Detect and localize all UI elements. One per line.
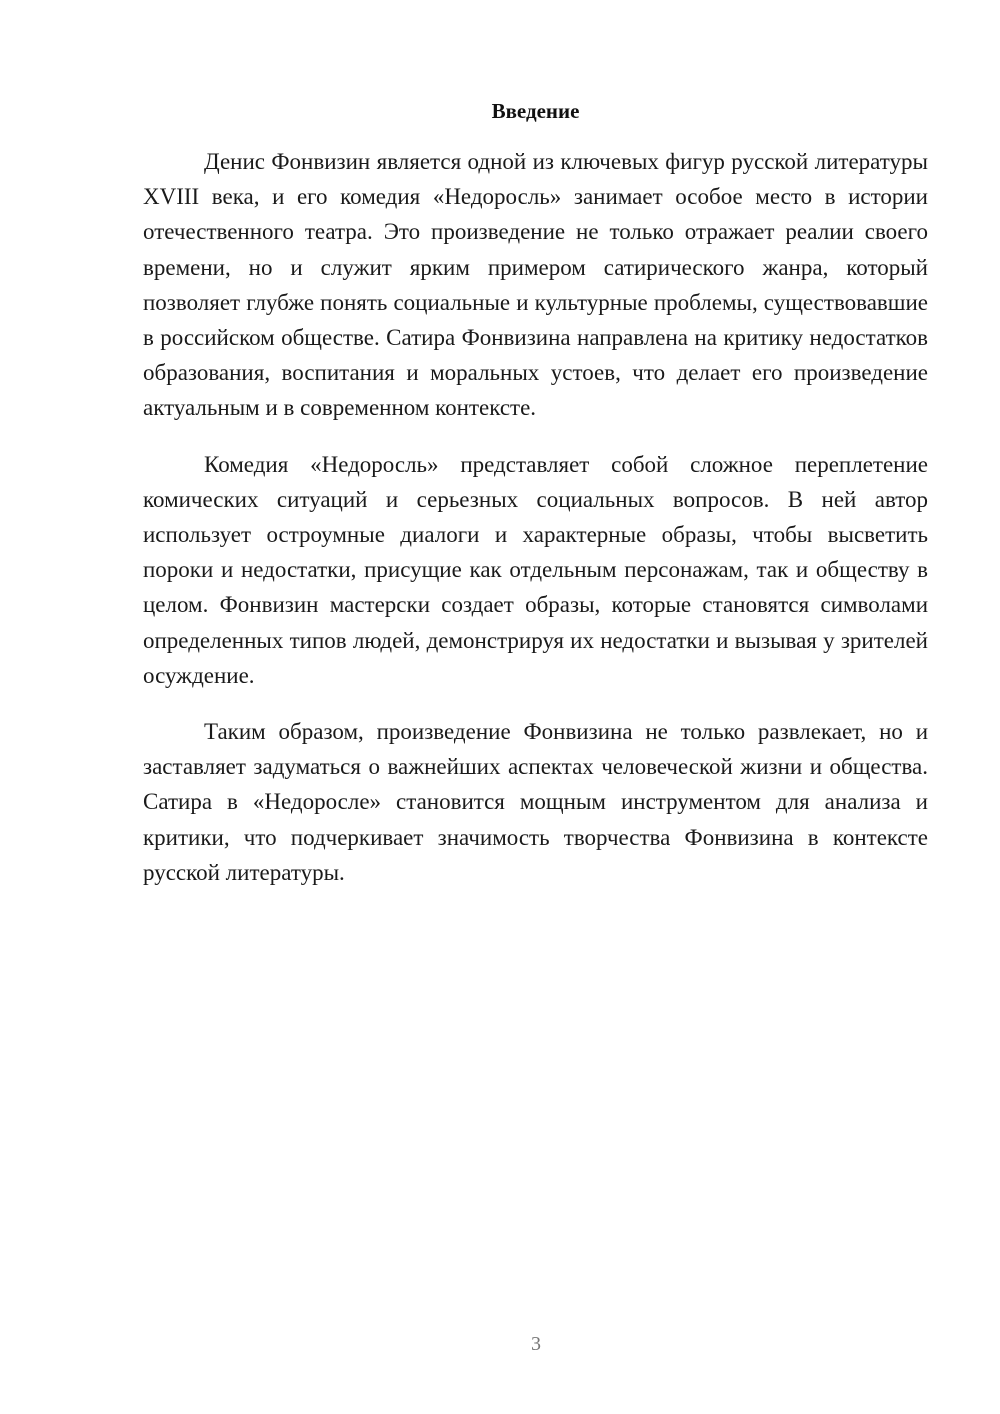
page-number: 3 bbox=[531, 1333, 541, 1355]
paragraph-1: Денис Фонвизин является одной из ключевых фигур русской литературы XVIII века, и его комедия «Недоросль» занимает особое место в истории отечественного театра. Это произведение не только отражает реалии своего времени, но и служит ярким примером сатирического жанра, который позволяет глубже понять социальные и культурные проблемы, существовавшие в российском обществе. Сатира Фонвизина направлена на критику недостатков образования, воспитания и моральных устоев, что делает его произведение актуальным и в современном контексте. bbox=[143, 149, 928, 421]
paragraph-3: Таким образом, произведение Фонвизина не только развлекает, но и заставляет задуматься о важнейших аспектах человеческой жизни и общества. Сатира в «Недоросле» становится мощным инструментом для анализа и критики, что подчеркивает значимость творчества Фонвизина в контексте русской литературы. bbox=[143, 719, 928, 885]
section-title: Введение bbox=[491, 99, 580, 123]
paragraph-2: Комедия «Недоросль» представляет собой сложное переплетение комических ситуаций и серьезных социальных вопросов. В ней автор использует остроумные диалоги и характерные образы, чтобы высветить пороки и недостатки, присущие как отдельным персонажам, так и обществу в целом. Фонвизин мастерски создает образы, которые становятся символами определенных типов людей, демонстрируя их недостатки и вызывая у зрителей осуждение. bbox=[143, 451, 928, 688]
page-content bbox=[143, 96, 928, 911]
